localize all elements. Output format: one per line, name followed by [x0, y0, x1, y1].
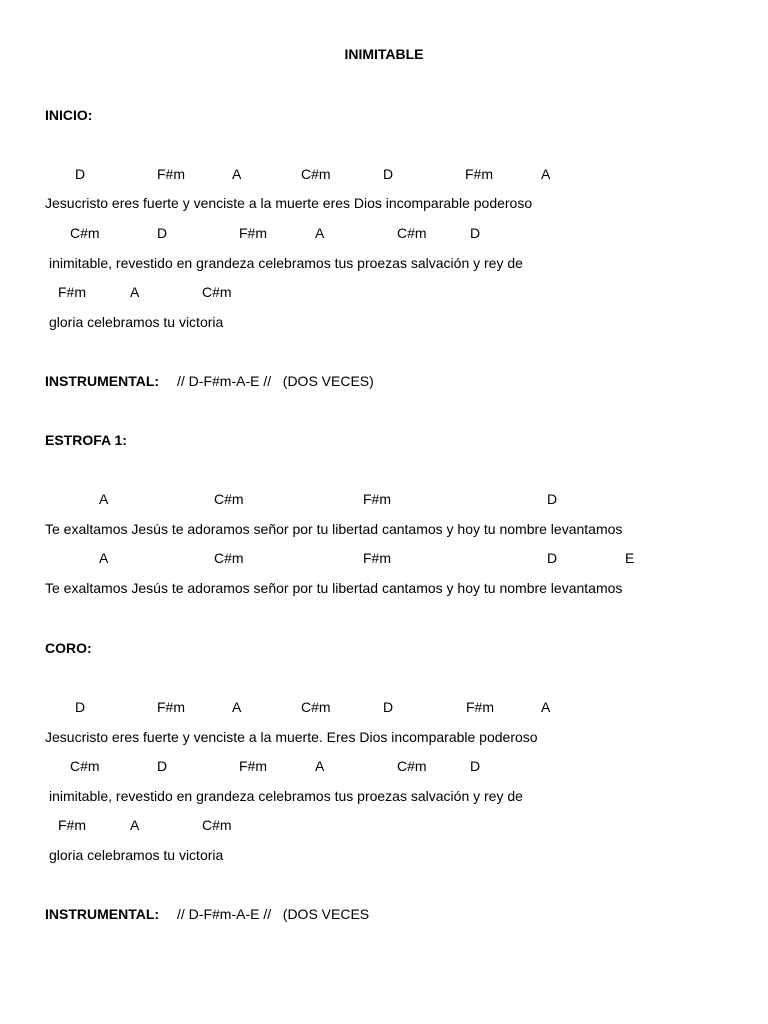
- chord: C#m: [70, 758, 100, 774]
- lyric-line: [0, 520, 768, 538]
- chord: F#m: [466, 699, 494, 715]
- section-heading-estrofa: [0, 431, 768, 449]
- chord-line: [0, 816, 768, 834]
- chord-line: [0, 698, 768, 716]
- instrumental-line: [0, 372, 768, 390]
- lyric-text: gloria celebramos tu victoria: [49, 847, 224, 863]
- lyric-text: gloria celebramos tu victoria: [49, 314, 224, 330]
- chord: C#m: [397, 758, 427, 774]
- chord: D: [547, 550, 558, 566]
- instrumental-text: // D-F#m-A-E // (DOS VECES: [177, 906, 370, 922]
- chord: C#m: [202, 817, 232, 833]
- chord: A: [99, 550, 109, 566]
- lyric-line: [0, 194, 768, 212]
- chord: A: [315, 225, 325, 241]
- instrumental-label: INSTRUMENTAL:: [45, 373, 160, 389]
- chord: A: [541, 166, 551, 182]
- chord: C#m: [214, 491, 244, 507]
- lyric-line: [0, 728, 768, 746]
- chord: D: [547, 491, 558, 507]
- lyric-text: inimitable, revestido en grandeza celebramos tus proezas salvación y rey de: [49, 788, 523, 804]
- chord-line: [0, 490, 768, 508]
- lyric-text: Te exaltamos Jesús te adoramos señor por tu libertad cantamos y hoy tu nombre levantamos: [45, 521, 623, 537]
- chord-line: [0, 165, 768, 183]
- instrumental-line: [0, 905, 768, 923]
- chord-line: [0, 549, 768, 567]
- chord: C#m: [202, 284, 232, 300]
- chord: C#m: [397, 225, 427, 241]
- lyric-line: [0, 787, 768, 805]
- chord: A: [541, 699, 551, 715]
- chord: D: [157, 225, 168, 241]
- chord: F#m: [157, 166, 185, 182]
- chord: C#m: [70, 225, 100, 241]
- section-heading-label: ESTROFA 1:: [45, 432, 127, 448]
- section-heading-coro: [0, 639, 768, 657]
- chord: C#m: [301, 166, 331, 182]
- chord: D: [75, 166, 86, 182]
- chord: A: [99, 491, 109, 507]
- lyric-text: Jesucristo eres fuerte y venciste a la muerte. Eres Dios incomparable poderoso: [45, 729, 538, 745]
- lyric-line: [0, 313, 768, 331]
- chord-line: [0, 224, 768, 242]
- chord: C#m: [301, 699, 331, 715]
- chord: C#m: [214, 550, 244, 566]
- chord-line: [0, 283, 768, 301]
- instrumental-text: // D-F#m-A-E // (DOS VECES): [177, 373, 374, 389]
- lyric-text: inimitable, revestido en grandeza celebramos tus proezas salvación y rey de: [49, 255, 523, 271]
- chord: D: [383, 699, 394, 715]
- section-heading-label: CORO:: [45, 640, 92, 656]
- chord-line: [0, 757, 768, 775]
- chord: F#m: [58, 284, 86, 300]
- instrumental-label: INSTRUMENTAL:: [45, 906, 160, 922]
- chord: A: [130, 817, 140, 833]
- chord: F#m: [363, 550, 391, 566]
- chord: D: [470, 758, 481, 774]
- chord: F#m: [157, 699, 185, 715]
- lyric-line: [0, 579, 768, 597]
- chord: F#m: [239, 758, 267, 774]
- chord: D: [75, 699, 86, 715]
- lyric-line: [0, 254, 768, 272]
- chord: A: [232, 166, 242, 182]
- chord: D: [157, 758, 168, 774]
- chord: F#m: [239, 225, 267, 241]
- song-title: INIMITABLE: [344, 46, 424, 62]
- lyric-line: [0, 846, 768, 864]
- chord: A: [130, 284, 140, 300]
- lyric-text: Te exaltamos Jesús te adoramos señor por tu libertad cantamos y hoy tu nombre levantamos: [45, 580, 623, 596]
- chord: F#m: [58, 817, 86, 833]
- chord: A: [232, 699, 242, 715]
- lyric-text: Jesucristo eres fuerte y venciste a la muerte eres Dios incomparable poderoso: [45, 195, 533, 211]
- chord: F#m: [465, 166, 493, 182]
- section-heading-inicio: [0, 106, 768, 124]
- section-heading-label: INICIO:: [45, 107, 93, 123]
- chord: D: [470, 225, 481, 241]
- chord: F#m: [363, 491, 391, 507]
- chord: E: [625, 550, 635, 566]
- chord: D: [383, 166, 394, 182]
- chord: A: [315, 758, 325, 774]
